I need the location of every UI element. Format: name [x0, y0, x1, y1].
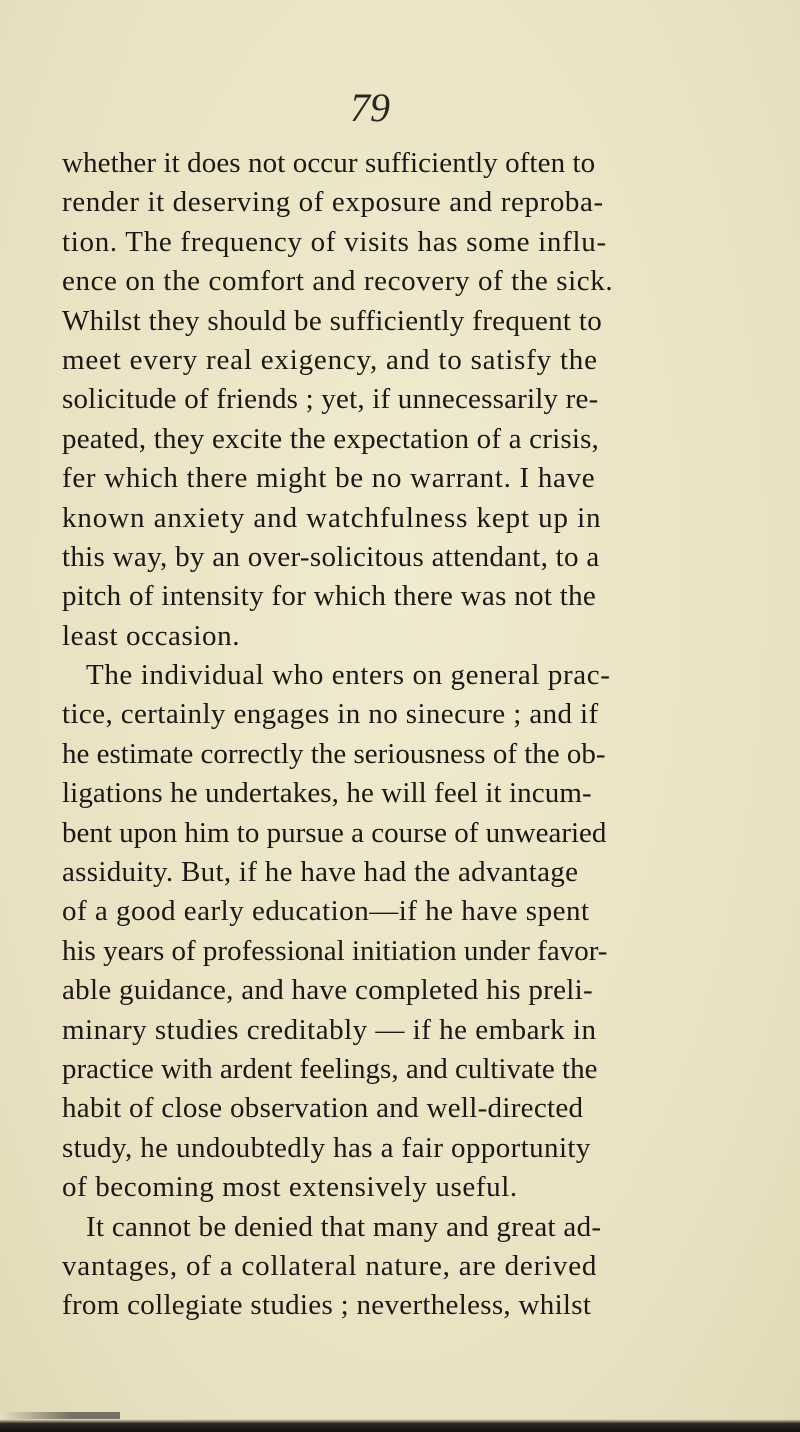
text-line: he estimate correctly the seriousness of the ob- [62, 737, 606, 770]
page-number: 79 [350, 85, 390, 130]
text-line: fer which there might be no warrant. I have [62, 462, 596, 495]
text-line: vantages, of a collateral nature, are derived [62, 1249, 598, 1282]
text-line: habit of close observation and well-directed [62, 1092, 584, 1125]
text-line: known anxiety and watchfulness kept up in [62, 501, 602, 534]
text-line: ence on the comfort and recovery of the sick. [62, 265, 614, 298]
page-bottom-edge [0, 1419, 800, 1432]
text-line: solicitude of friends ; yet, if unnecessarily re- [62, 383, 599, 416]
text-line: tion. The frequency of visits has some influ- [62, 225, 607, 258]
text-line: ligations he undertakes, he will feel it incum- [62, 777, 592, 810]
text-line: study, he undoubtedly has a fair opportunity [62, 1131, 591, 1164]
text-line: his years of professional initiation under favor- [62, 934, 608, 967]
text-line: able guidance, and have completed his preli- [62, 974, 593, 1007]
text-line: this way, by an over-solicitous attendant, to a [62, 540, 600, 573]
text-line: render it deserving of exposure and reproba- [62, 186, 604, 219]
text-line: least occasion. [62, 619, 241, 652]
text-line-indented: It cannot be denied that many and great ad- [86, 1210, 602, 1243]
text-line: peated, they excite the expectation of a crisis, [62, 422, 600, 455]
text-line: meet every real exigency, and to satisfy the [62, 343, 598, 376]
text-line: practice with ardent feelings, and cultivate the [62, 1052, 598, 1085]
text-line: bent upon him to pursue a course of unwearied [62, 816, 607, 849]
text-line: tice, certainly engages in no sinecure ; and if [62, 698, 599, 731]
body-text [62, 144, 762, 1326]
text-line: whether it does not occur sufficiently often to [62, 147, 596, 179]
text-line-indented: The individual who enters on general prac- [86, 659, 611, 692]
text-line: from collegiate studies ; nevertheless, whilst [62, 1289, 592, 1322]
text-line: of becoming most extensively useful. [62, 1171, 518, 1204]
text-line: pitch of intensity for which there was not the [62, 580, 597, 613]
text-line: of a good early education—if he have spent [62, 895, 590, 928]
text-line: minary studies creditably — if he embark in [62, 1013, 597, 1046]
text-line: assiduity. But, if he have had the advantage [62, 856, 579, 889]
text-line: Whilst they should be sufficiently frequent to [62, 304, 602, 337]
